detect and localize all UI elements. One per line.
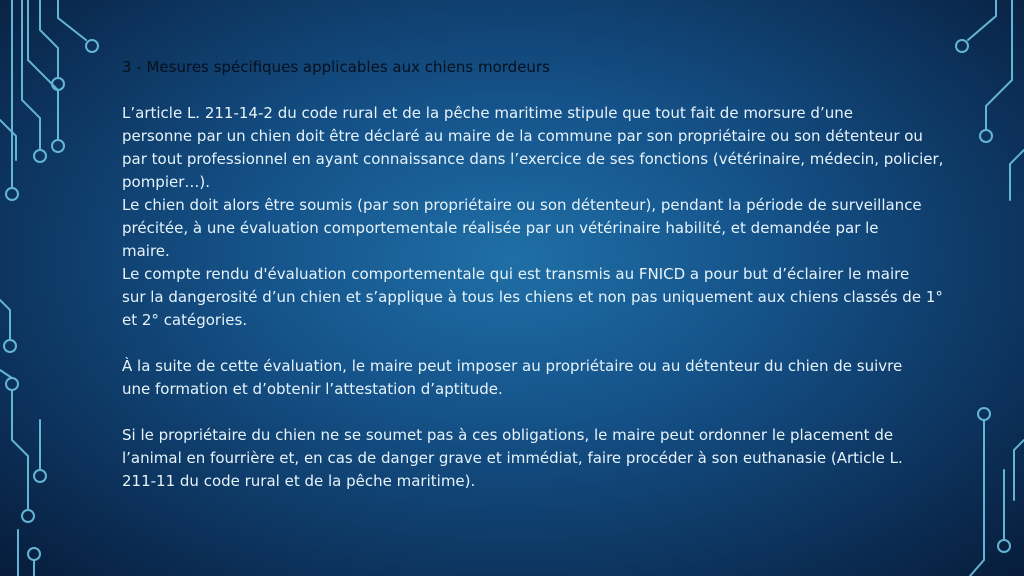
paragraph-sanctions	[122, 424, 952, 493]
paragraph-formation	[122, 355, 952, 401]
text-line: et 2° catégories.	[122, 311, 248, 329]
text-line: l’animal en fourrière et, en cas de danger grave et immédiat, faire procéder à son euthanasie (Article L.	[122, 449, 903, 467]
slide-title: 3 - Mesures spécifiques applicables aux chiens mordeurs	[122, 58, 550, 76]
text-line: par tout professionnel en ayant connaissance dans l’exercice de ses fonctions (vétérinaire, médecin, policier,	[122, 150, 944, 168]
text-line: À la suite de cette évaluation, le maire peut imposer au propriétaire ou au détenteur du chien de suivre	[122, 357, 903, 375]
text-line: L’article L. 211-14-2 du code rural et de la pêche maritime stipule que tout fait de morsure d’une	[122, 104, 853, 122]
text-line: 211-11 du code rural et de la pêche maritime).	[122, 472, 476, 490]
text-line: Le compte rendu d'évaluation comportementale qui est transmis au FNICD a pour but d’éclairer le maire	[122, 265, 910, 283]
text-line: sur la dangerosité d’un chien et s’applique à tous les chiens et non pas uniquement aux chiens classés de 1°	[122, 288, 943, 306]
text-line: une formation et d’obtenir l’attestation d’aptitude.	[122, 380, 503, 398]
paragraph-declaration	[122, 102, 952, 332]
text-line: Si le propriétaire du chien ne se soumet pas à ces obligations, le maire peut ordonner le placement de	[122, 426, 894, 444]
slide-content	[122, 56, 952, 516]
text-line: personne par un chien doit être déclaré au maire de la commune par son propriétaire ou son détenteur ou	[122, 127, 923, 145]
text-line: précitée, à une évaluation comportementale réalisée par un vétérinaire habilité, et demandée par le	[122, 219, 879, 237]
text-line: Le chien doit alors être soumis (par son propriétaire ou son détenteur), pendant la période de surveillance	[122, 196, 922, 214]
text-line: pompier…).	[122, 173, 211, 191]
text-line: maire.	[122, 242, 170, 260]
